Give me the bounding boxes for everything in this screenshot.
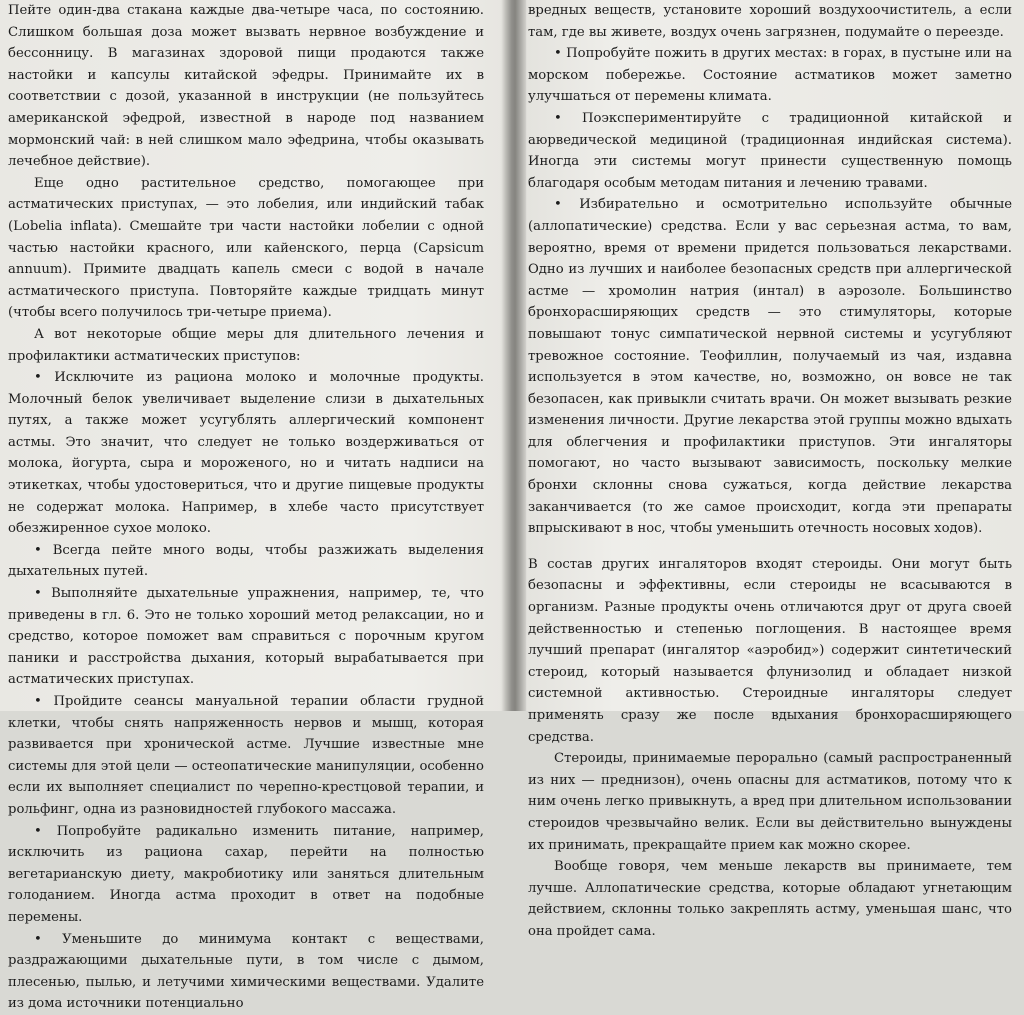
right-page [528, 0, 1012, 939]
bullet-item: • Попробуйте пожить в других местах: в горах, в пустыне или на морском побережье. Состояние астматиков может заметно улучшаться от перемены климата. [528, 46, 1012, 105]
bullet-item: • Избирательно и осмотрительно используйте обычные (аллопатические) средства. Если у вас серьезная астма, то вам, вероятно, время от времени придется пользоваться лекарствами. Одно из лучших и наиболее безопасных средств при аллергической астме — хромолин натрия (интал) в аэрозоле. Большинство бронхорасширяющих средств — это стимуляторы, которые повышают тонус симпатической нервной системы и усугубляют тревожное состояние. Теофиллин, получаемый из чая, издавна используется в этом качестве, но, возможно, он вовсе не так безопасен, как привыкли считать врачи. Он может вызывать резкие изменения личности. Другие лекарства этой группы можно вдыхать для облегчения и профилактики приступов. Эти ингаляторы помогают, но часто вызывают зависимость, поскольку мелкие бронхи склонны снова сужаться, когда действие лекарства заканчивается (то же самое происходит, когда эти препараты впрыскивают в нос, чтобы уменьшить отечность носовых ходов). [528, 197, 1012, 537]
paragraph: Пейте один-два стакана каждые два-четыре часа, по состоянию. Слишком большая доза может вызвать нервное возбуждение и бессонницу. В магазинах здоровой пищи продаются также настойки и капсулы китайской эфедры. Принимайте их в соответствии с дозой, указанной в инструкции (не пользуйтесь американской эфедрой, известной в народе под названием мормонский чай: в ней слишком мало эфедрина, чтобы оказывать лечебное действие). [8, 3, 484, 170]
paragraph: Стероиды, принимаемые перорально (самый распространенный из них — преднизон), очень опасны для астматиков, потому что к ним очень легко привыкнуть, а вред при длительном использовании стероидов чрезвычайно велик. Если вы действительно вынуждены их принимать, прекращайте прием как можно скорее. [528, 751, 1012, 853]
bullet-item: • Уменьшите до минимума контакт с веществами, раздражающими дыхательные пути, в том числе с дымом, плесенью, пылью, и летучими химическими веществами. Удалите из дома источники потенциально [8, 931, 484, 1012]
bullet-item: • Исключите из рациона молоко и молочные продукты. Молочный белок увеличивает выделение слизи в дыхательных путях, а также может усугублять аллергический компонент астмы. Это значит, что следует не только воздерживаться от молока, йогурта, сыра и мороженого, но и читать надписи на этикетках, чтобы удостовериться, что и другие пищевые продукты не содержат молока. Например, в хлебе часто присутствует обезжиренное сухое молоко. [8, 370, 484, 537]
paragraph: А вот некоторые общие меры для длительного лечения и профилактики астматических приступов: [8, 326, 484, 364]
paragraph: вредных веществ, установите хороший воздухоочиститель, а если там, где вы живете, воздух очень загрязнен, подумайте о переезде. [528, 3, 1012, 40]
paragraph: Вообще говоря, чем меньше лекарств вы принимаете, тем лучше. Аллопатические средства, которые обладают угнетающим действием, склонны только закреплять астму, уменьшая шанс, что она пройдет сама. [528, 859, 1012, 939]
section-gap [528, 540, 1012, 554]
paragraph: В состав других ингаляторов входят стероиды. Они могут быть безопасны и эффективны, если стероиды не всасываются в организм. Разные продукты очень отличаются друг от друга своей действенностью и степенью поглощения. В настоящее время лучший препарат (ингалятор «аэробид») содержит синтетический стероид, который называется флунизолид и обладает низкой системной активностью. Стероидные ингаляторы следует применять сразу же после вдыхания бронхорасширяющего средства. [528, 556, 1012, 745]
bullet-item: • Поэкспериментируйте с традиционной китайской и аюрведической медициной (традиционная индийская система). Иногда эти системы могут принести существенную помощь благодаря особым методам питания и лечению травами. [528, 110, 1012, 191]
bullet-item: • Выполняйте дыхательные упражнения, например, те, что приведены в гл. 6. Это не только хороший метод релаксации, но и средство, которое поможет вам справиться с порочным кругом паники и расстройства дыхания, который вырабатывается при астматических приступах. [8, 586, 484, 688]
left-page [8, 0, 484, 1012]
bullet-item: • Попробуйте радикально изменить питание, например, исключить из рациона сахар, перейти на полностью вегетарианскую диету, макробиотику или заняться длительным голоданием. Иногда астма проходит в ответ на подобные перемены. [8, 823, 484, 925]
bullet-item: • Пройдите сеансы мануальной терапии области грудной клетки, чтобы снять напряженность нервов и мышц, которая развивается при хронической астме. Лучшие известные мне системы для этой цели — остеопатические манипуляции, особенно если их выполняет специалист по черепно-крестцовой терапии, и рольфинг, одна из разновидностей глубокого массажа. [8, 694, 484, 817]
paragraph: Еще одно растительное средство, помогающее при астматических приступах, — это лобелия, или индийский табак (Lobelia inflata). Смешайте три части настойки лобелии с одной частью настойки красного, или кайенского, перца (Capsicum annuum). Примите двадцать капель смеси с водой в начале астматического приступа. Повторяйте каждые тридцать минут (чтобы всего получилось три-четыре приема). [8, 175, 484, 321]
book-spine-shadow [500, 0, 526, 711]
bullet-item: • Всегда пейте много воды, чтобы разжижать выделения дыхательных путей. [8, 542, 484, 580]
